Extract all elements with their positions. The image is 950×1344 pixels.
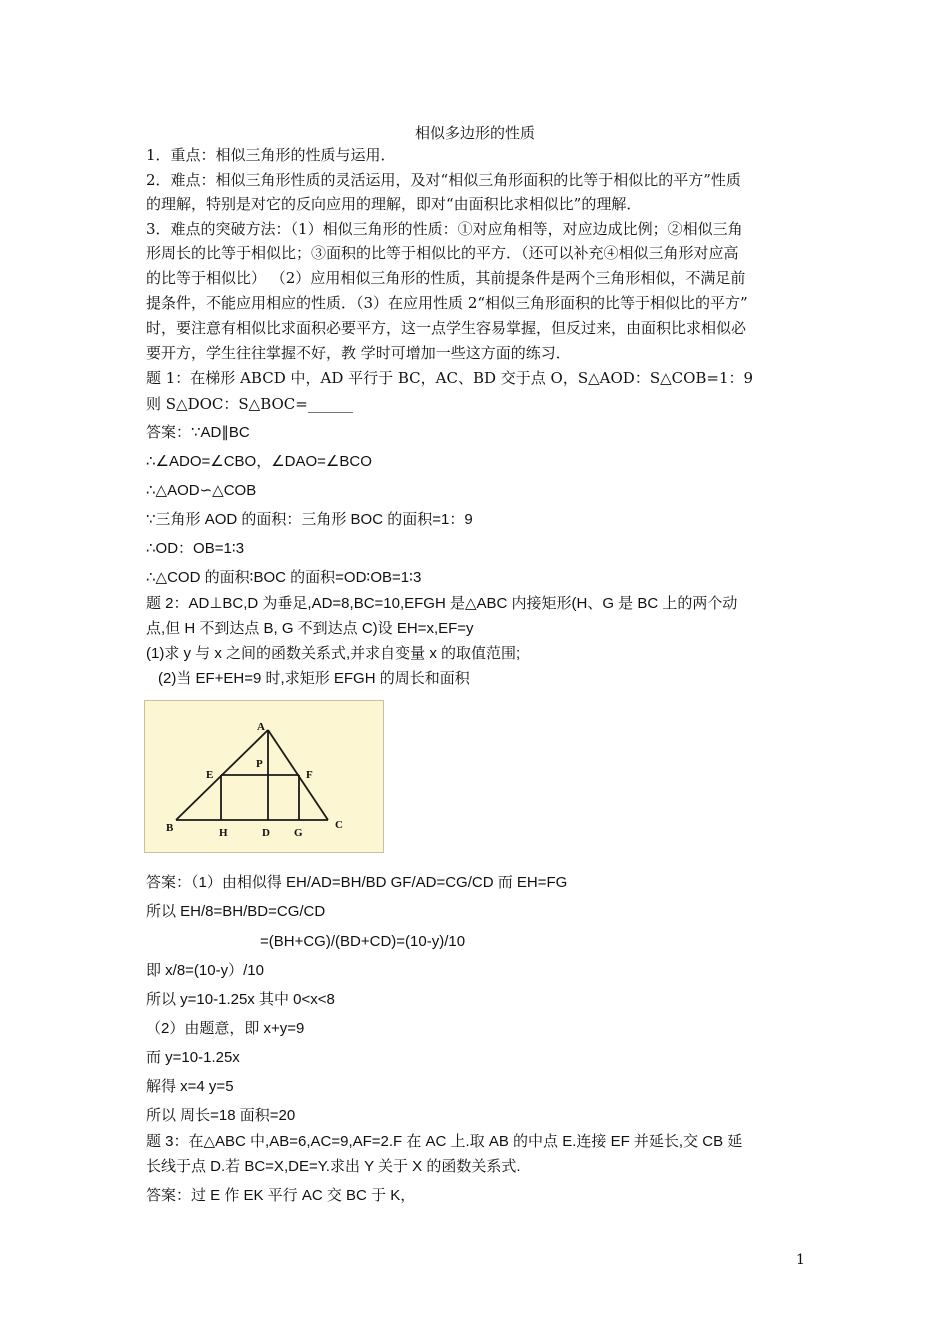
- text-line: 题 1：在梯形 ABCD 中，AD 平行于 BC，AC、BD 交于点 O，S△AOD：S△COB=1：9: [146, 369, 754, 387]
- label-f: F: [306, 769, 313, 781]
- label-d: D: [262, 827, 270, 839]
- answer-line: 所以 EH/8=BH/BD=CG/CD: [146, 903, 326, 920]
- answer-line: ∵三角形 AOD 的面积：三角形 BOC 的面积=1：9: [146, 511, 473, 528]
- answer-line: ∴OD：OB=1∶3: [146, 540, 245, 557]
- label-g: G: [294, 827, 303, 839]
- label-e: E: [206, 769, 214, 781]
- answer-line: 而 y=10-1.25x: [146, 1049, 240, 1066]
- text-line: 要开方，学生往往掌握不好，教 学时可增加一些这方面的练习．: [146, 344, 571, 362]
- answer-line: 即 x/8=(10-y）/10: [146, 962, 264, 979]
- label-h: H: [219, 827, 228, 839]
- answer-line: 答案：过 E 作 EK 平行 AC 交 BC 于 K，: [146, 1187, 416, 1204]
- label-a: A: [257, 721, 265, 733]
- text-line: 的比等于相似比） （2）应用相似三角形的性质，其前提条件是两个三角形相似，不满足前: [146, 269, 746, 287]
- answer-line: 答案：（1）由相似得 EH/AD=BH/BD GF/AD=CG/CD 而 EH=FG: [146, 874, 568, 891]
- answer-line: ∴∠ADO=∠CBO，∠DAO=∠BCO: [146, 453, 372, 470]
- label-b: B: [166, 822, 174, 834]
- problem-2-line: (2)当 EF+EH=9 时,求矩形 EFGH 的周长和面积: [158, 670, 470, 687]
- answer-line: 所以 y=10-1.25x 其中 0<x<8: [146, 991, 335, 1008]
- text-line: 提条件，不能应用相应的性质．（3）在应用性质 2“相似三角形面积的比等于相似比的平方”: [146, 294, 748, 312]
- text-line: 1．重点：相似三角形的性质与运用．: [146, 146, 396, 164]
- answer-line: ∴△COD 的面积∶BOC 的面积=OD∶OB=1∶3: [146, 569, 422, 586]
- text-line: 2．难点：相似三角形性质的灵活运用，及对“相似三角形面积的比等于相似比的平方”性质: [146, 171, 741, 189]
- label-p: P: [256, 758, 263, 770]
- text-line: 则 S△DOC：S△BOC=______: [146, 395, 353, 413]
- answer-line: ∴△AOD∽△COB: [146, 482, 257, 499]
- triangle-figure: [144, 700, 384, 853]
- text-line: 形周长的比等于相似比；③面积的比等于相似比的平方．（还可以补充④相似三角形对应高: [146, 244, 739, 262]
- answer-line: 答案：∵AD∥BC: [146, 424, 250, 441]
- problem-2-line: (1)求 y 与 x 之间的函数关系式,并求自变量 x 的取值范围;: [146, 645, 521, 662]
- answer-line: （2）由题意，即 x+y=9: [146, 1020, 305, 1037]
- problem-3-line: 长线于点 D.若 BC=X,DE=Y.求出 Y 关于 X 的函数关系式.: [146, 1158, 521, 1175]
- problem-2-line: 点,但 H 不到达点 B, G 不到达点 C)设 EH=x,EF=y: [146, 620, 474, 637]
- text-line: 的理解，特别是对它的反向应用的理解，即对“由面积比求相似比”的理解．: [146, 195, 642, 213]
- label-c: C: [335, 819, 343, 831]
- page-number: 1: [796, 1252, 805, 1268]
- text-line: 3．难点的突破方法：（1）相似三角形的性质：①对应角相等，对应边成比例；②相似三角: [146, 220, 743, 238]
- problem-3-line: 题 3：在△ABC 中,AB=6,AC=9,AF=2.F 在 AC 上.取 AB 的中点 E.连接 EF 并延长,交 CB 延: [146, 1133, 743, 1150]
- answer-line: 解得 x=4 y=5: [146, 1078, 234, 1095]
- answer-line: 所以 周长=18 面积=20: [146, 1107, 296, 1124]
- text-line: 时，要注意有相似比求面积必要平方，这一点学生容易掌握，但反过来，由面积比求相似必: [146, 319, 747, 337]
- answer-line: =(BH+CG)/(BD+CD)=(10-y)/10: [260, 933, 466, 950]
- problem-2-line: 题 2：AD⊥BC,D 为垂足,AD=8,BC=10,EFGH 是△ABC 内接矩形(H、G 是 BC 上的两个动: [146, 595, 738, 612]
- document-title: 相似多边形的性质: [414, 124, 535, 142]
